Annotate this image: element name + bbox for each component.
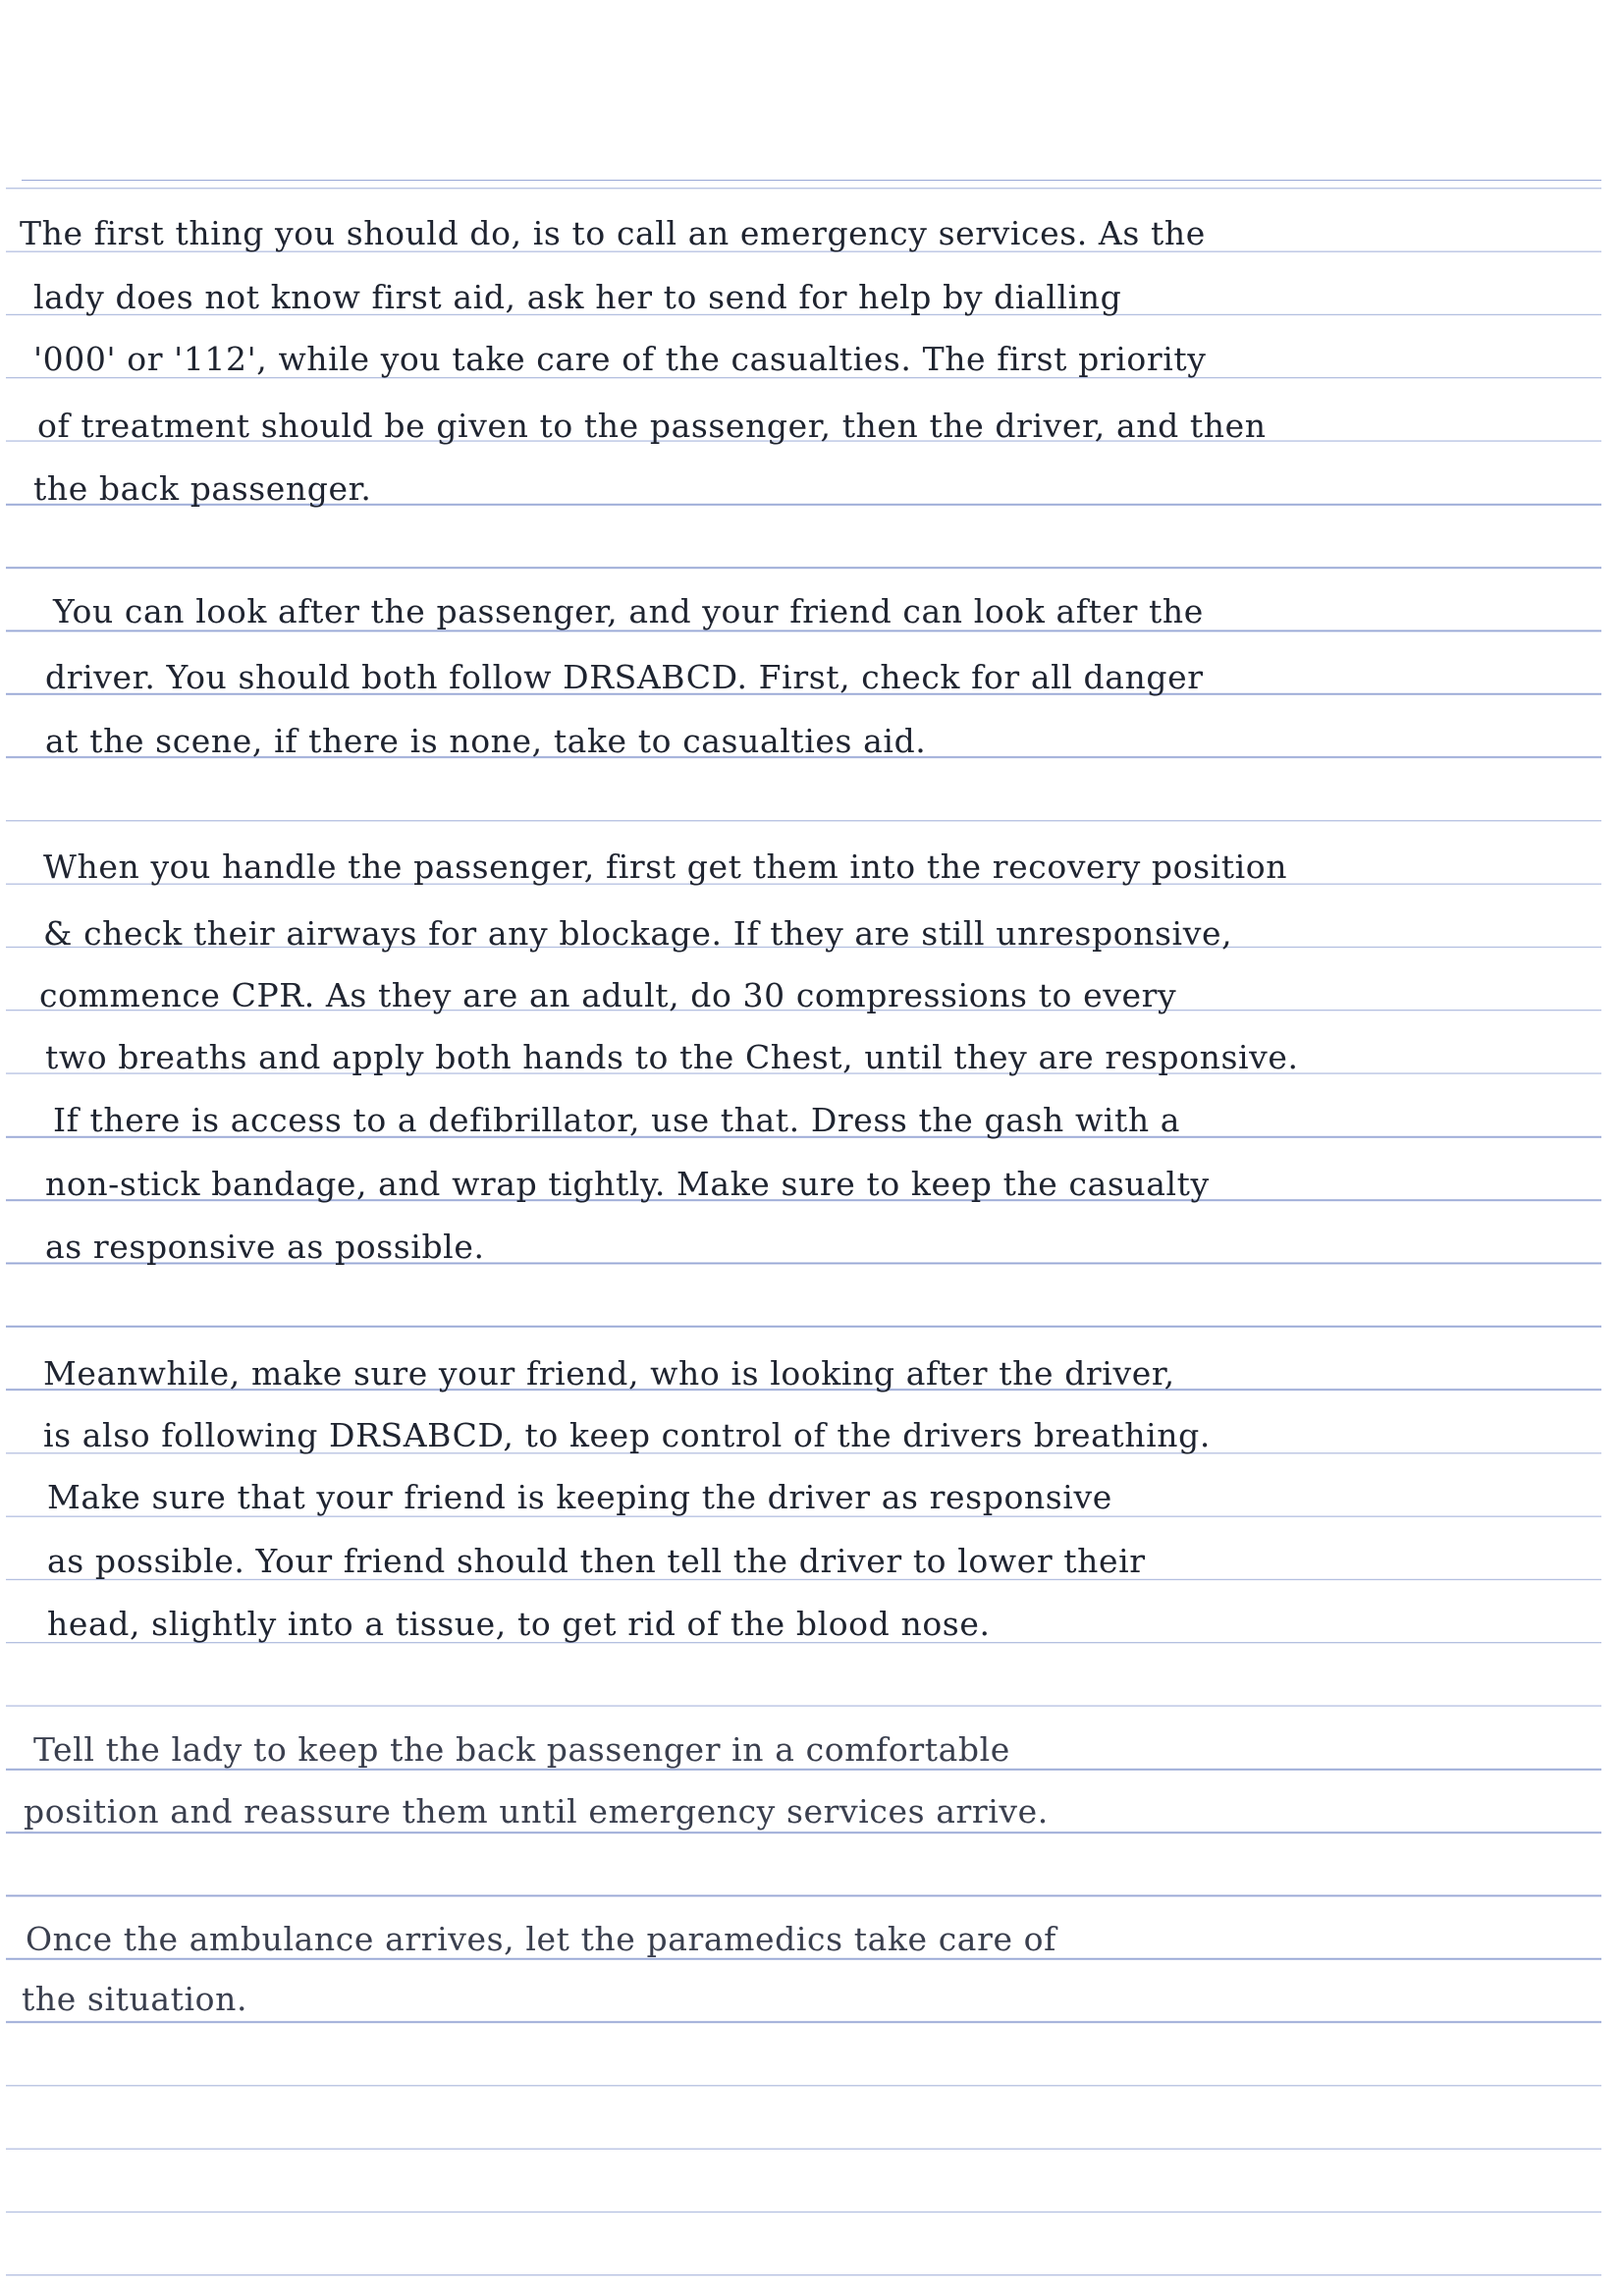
paragraph-3-line-4: two breaths and apply both hands to the Chest, until they are responsive. (45, 1038, 1299, 1076)
page-margin-left (0, 0, 6, 2296)
paragraph-4-line-5: head, slightly into a tissue, to get rid of the blood nose. (47, 1605, 991, 1643)
paragraph-4-line-1: Meanwhile, make sure your friend, who is looking after the driver, (43, 1354, 1175, 1393)
paragraph-2-line-2: driver. You should both follow DRSABCD. First, check for all danger (45, 658, 1204, 696)
paragraph-3-line-7: as responsive as possible. (45, 1228, 485, 1266)
paragraph-6-line-1: Once the ambulance arrives, let the paramedics take care of (26, 1920, 1056, 1958)
paragraph-3-line-5: If there is access to a defibrillator, use that. Dress the gash with a (53, 1101, 1181, 1139)
paragraph-1-line-3: '000' or '112', while you take care of the casualties. The first priority (33, 340, 1207, 378)
paragraph-1-line-1: The first thing you should do, is to call an emergency services. As the (20, 214, 1206, 252)
paragraph-4-line-2: is also following DRSABCD, to keep control of the drivers breathing. (43, 1416, 1211, 1454)
paragraph-3-line-6: non-stick bandage, and wrap tightly. Make sure to keep the casualty (45, 1165, 1210, 1203)
paragraph-2-line-3: at the scene, if there is none, take to casualties aid. (45, 722, 927, 760)
paragraph-1-line-5: the back passenger. (33, 469, 372, 508)
paragraph-4-line-4: as possible. Your friend should then tell the driver to lower their (47, 1542, 1146, 1580)
paragraph-1-line-4: of treatment should be given to the passenger, then the driver, and then (37, 407, 1267, 445)
paragraph-6-line-2: the situation. (22, 1980, 248, 2018)
paragraph-1-line-2: lady does not know first aid, ask her to send for help by dialling (33, 278, 1122, 316)
paragraph-3-line-2: & check their airways for any blockage. If they are still unresponsive, (43, 914, 1233, 953)
paragraph-3-line-3: commence CPR. As they are an adult, do 30 compressions to every (39, 976, 1177, 1014)
top-rule-line (22, 180, 1601, 181)
paragraph-2-line-1: You can look after the passenger, and your friend can look after the (53, 592, 1204, 630)
paragraph-5-line-2: position and reassure them until emergency services arrive. (24, 1792, 1049, 1831)
paragraph-5-line-1: Tell the lady to keep the back passenger in a comfortable (33, 1730, 1010, 1769)
page-margin-right (1601, 0, 1623, 2296)
paragraph-3-line-1: When you handle the passenger, first get them into the recovery position (43, 847, 1288, 886)
paragraph-4-line-3: Make sure that your friend is keeping the driver as responsive (47, 1478, 1112, 1516)
